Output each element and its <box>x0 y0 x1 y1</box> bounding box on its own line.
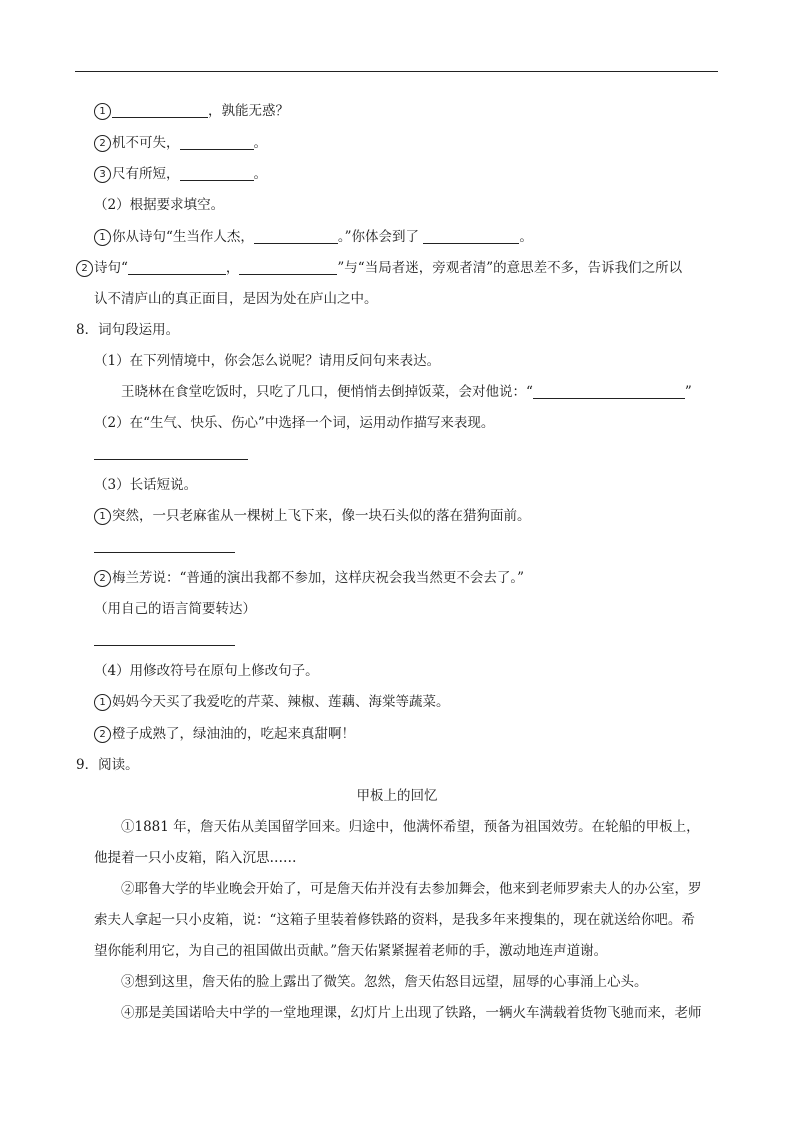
q8-sub3: （3）长话短说。 <box>94 477 198 493</box>
passage-p1-line1: ①1881 年，詹天佑从美国留学回来。归途中，他满怀希望，预备为祖国效劳。在轮船的甲板上， <box>121 819 700 835</box>
q8-scenario: 王晓林在食堂吃饭时，只吃了几口，便悄悄去倒掉饭菜，会对他说：“ ” <box>121 384 692 400</box>
q7-item-1 <box>94 101 289 121</box>
q8-sub3-note: （用自己的语言简要转达） <box>94 601 256 617</box>
answer-blank[interactable] <box>533 384 685 399</box>
circled-number: 2 <box>76 260 93 277</box>
q8-sub3-item1: 1 突然，一只老麻雀从一棵树上飞下来，像一块石头似的落在猎狗面前。 <box>94 506 531 526</box>
header-rule <box>75 71 718 72</box>
passage-title: 甲板上的回忆 <box>356 788 438 804</box>
item-text: 尺有所短， <box>112 166 180 182</box>
q7-item-2: 2 机不可失， 。 <box>94 133 267 153</box>
circled-number: 2 <box>94 135 111 152</box>
answer-blank[interactable] <box>423 229 519 244</box>
circled-number: 2 <box>94 570 111 587</box>
passage-p2-line2: 索夫人拿起一只小皮箱，说：“这箱子里装着修铁路的资料，是我多年来搜集的，现在就送给你吧。希 <box>94 912 695 928</box>
circled-number: 1 <box>94 229 111 246</box>
q8-sub4-item2: 2 橙子成熟了，绿油油的，吃起来真甜啊！ <box>94 724 355 744</box>
passage-p2-line1: ②耶鲁大学的毕业晚会开始了，可是詹天佑并没有去参加舞会，他来到老师罗索夫人的办公室，罗 <box>121 881 702 897</box>
passage-p3: ③想到这里，詹天佑的脸上露出了微笑。忽然，詹天佑怒目远望，屈辱的心事涌上心头。 <box>121 974 648 990</box>
q8-sub2: （2）在“生气、快乐、伤心”中选择一个词，运用动作描写来表现。 <box>94 415 495 431</box>
answer-blank[interactable] <box>128 260 226 275</box>
answer-line[interactable] <box>94 552 235 553</box>
q8-sub4-item1: 1 妈妈今天买了我爱吃的芹菜、辣椒、莲藕、海棠等蔬菜。 <box>94 692 450 712</box>
answer-blank[interactable] <box>180 135 254 150</box>
answer-blank[interactable] <box>254 229 338 244</box>
item-text: 机不可失， <box>112 135 180 151</box>
q7-sub2-label: （2）根据要求填空。 <box>94 197 225 213</box>
circled-number: 1 <box>94 103 111 120</box>
q8-sub4: （4）用修改符号在原句上修改句子。 <box>94 663 319 679</box>
q7-item-3: 3 尺有所短， 。 <box>94 164 267 184</box>
q7-fill-2-cont: 认不清庐山的真正面目，是因为处在庐山之中。 <box>94 291 378 307</box>
passage-p1-line2: 他提着一只小皮箱，陷入沉思…… <box>94 850 297 866</box>
circled-number: 1 <box>94 694 111 711</box>
answer-blank[interactable] <box>180 166 254 181</box>
answer-line[interactable] <box>94 459 248 460</box>
q8-sub3-item2: 2 梅兰芳说：“普通的演出我都不参加，这样庆祝会我当然更不会去了。” <box>94 568 524 588</box>
item-text: ，孰能无惑？ <box>208 103 289 119</box>
circled-number: 1 <box>94 508 111 525</box>
q8-sub1: （1）在下列情境中，你会怎么说呢？请用反问句来表达。 <box>94 353 441 369</box>
q7-fill-1: 1 你从诗句“生当作人杰， 。”你体会到了 。 <box>94 227 533 247</box>
circled-number: 2 <box>94 726 111 743</box>
passage-p4-line1: ④那是美国诺哈夫中学的一堂地理课，幻灯片上出现了铁路，一辆火车满载着货物飞驰而来，老师 <box>121 1005 702 1021</box>
q9-title: 9．阅读。 <box>76 757 139 773</box>
answer-blank[interactable] <box>239 260 337 275</box>
passage-p2-line3: 望你能利用它，为自己的祖国做出贡献。”詹天佑紧紧握着老师的手，激动地连声道谢。 <box>94 943 608 959</box>
answer-line[interactable] <box>94 645 235 646</box>
q7-fill-2: 2 诗句“ ， ”与“当局者迷，旁观者清”的意思差不多，告诉我们之所以 <box>76 258 682 278</box>
q8-title: 8．词句段运用。 <box>76 322 180 338</box>
circled-number: 3 <box>94 166 111 183</box>
answer-blank[interactable] <box>112 103 208 118</box>
